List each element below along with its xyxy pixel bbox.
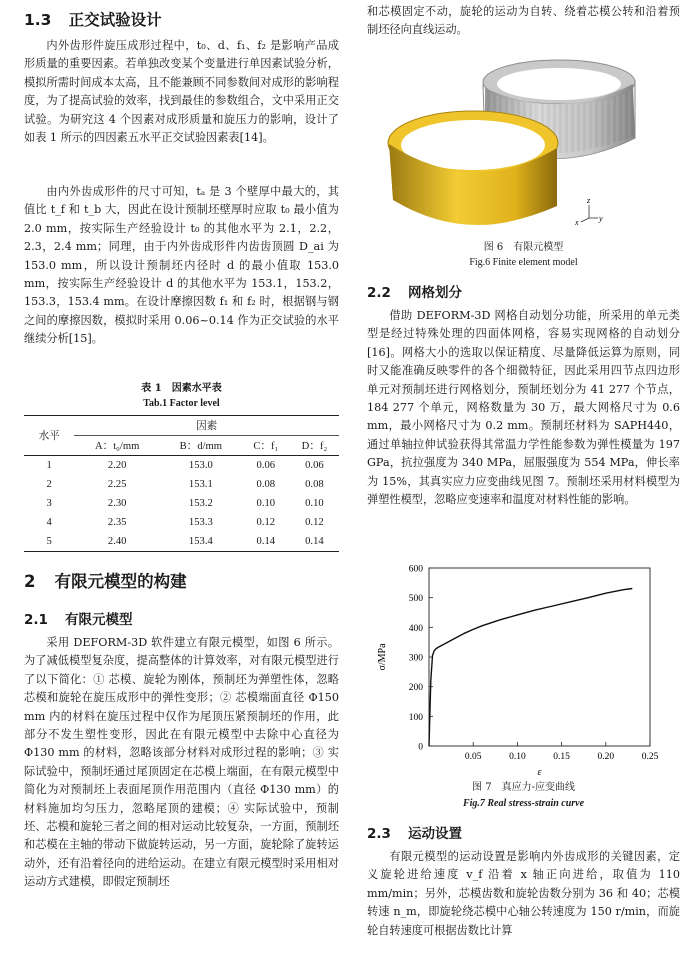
header-col-b: B：d/mm <box>179 441 223 452</box>
y-tick-label: 0 <box>418 742 423 753</box>
y-tick-label: 600 <box>408 564 423 575</box>
table-1 <box>24 381 339 552</box>
axis-z-label: z <box>587 196 591 205</box>
section-2-1-heading: 2.1 有限元模型 <box>24 612 133 628</box>
figure-7-caption-cn: 图 7 真应力-应变曲线 <box>472 782 575 793</box>
table-row: 4 2.35 153.3 0.12 0.12 <box>46 517 324 528</box>
plot-frame <box>429 568 650 746</box>
x-tick-label: 0.15 <box>553 752 570 762</box>
table-row: 3 2.30 153.2 0.10 0.10 <box>46 498 324 509</box>
x-tick-label: 0.20 <box>597 752 615 762</box>
header-col-a: A：t₀/mm <box>95 441 140 452</box>
paragraph-orthogonal-design: 内外齿形件旋压成形过程中，t₀、d、f₁、f₂ 是影响产品成形质量的重要因素。若单独改变某个变量进行单因素试验分析，模拟所需时间成本太高，且不能兼顾不同参数间对成形的影响程度，为了提高试验的效率，找到最佳的参数组合，文中采用正交试验。为研究这 4 个因素对成形质量和旋压力的影响，设计了如表 1 所示的四因素五水平正交试验因素表[14]。 <box>24 39 339 145</box>
table-row: 1 2.20 153.0 0.06 0.06 <box>46 460 324 471</box>
paragraph-fe-model: 采用 DEFORM-3D 软件建立有限元模型，如图 6 所示。为了减低模型复杂度，提高整体的计算效率，对有限元模型进行了以下简化：① 芯模、旋轮为刚体，预制坯为弹塑性体，忽略芯模和旋轮在旋压成形中的弹性变形；② 芯模端面直径 Φ150 mm 内的材料在旋压过程中仅作为尾顶压紧预制坯的作用，此部分不发生塑性变形，因此在有限元模型中去除中心直径为 Φ130 mm 的材料，忽略该部分材料对成形过程的影响；③ 实际试验中，预制坯通过尾顶固定在芯模上端面，在有限元模型中简化为对预制坯上表面尾顶作用范围内（直径 Φ130 mm）的材料施加均匀压力，忽略尾顶的建模；④ 实际试验中，预制坯、芯模和旋轮三者之间的相对运动比较复杂，一方面，预制坯和芯模在主轴的带动下做旋转运动，另一方面，旋轮除了旋转运动外，还有沿着径向的进给运动。在建立有限元模型时采用相对运动方式建模，即假定预制坯 <box>24 636 339 889</box>
figure-6 <box>367 48 680 272</box>
fe-model-illustration <box>367 48 680 243</box>
preform-ring <box>388 111 558 225</box>
x-tick-label: 0.25 <box>641 752 659 762</box>
figure-7-caption-en: Fig.7 Real stress-strain curve <box>462 798 585 809</box>
paragraph-meshing: 借助 DEFORM-3D 网格自动划分功能，所采用的单元类型是经过特殊处理的四面体网格，容易实现网格的自动划分[16]。网格大小的选取以保证精度、尽量降低运算为原则，同时又能准确反映零件的各个细微特征，因此采用四节点四边形单元对预制坯进行网格划分，预制坯划分为 41 277 个节点，184 277 个单元，网格数量为 30 万，最大网格尺寸为 0.6 mm，最小网格尺寸为 0.2 mm。预制坯材料为 SAPH440，通过单轴拉伸试验获得其常温力学性能参数为弹性模量为 197 GPa，抗拉强度为 340 MPa，屈服强度为 554 MPa，伸长率为 15%，其真实应力应变曲线见图 7。预制坯采用材料模型为弹塑性模型，忽略应变速率和温度对材料性能的影响。 <box>367 309 680 507</box>
y-tick-label: 500 <box>408 594 423 605</box>
paragraph-motion-setup: 有限元模型的运动设置是影响内外齿成形的关键因素，定义旋轮进给速度 v_f 沿着 x 轴正向进给，取值为 110 mm/min；另外，芯模齿数和旋轮齿数分别为 36 和 40；芯模转速 n_m，即旋轮绕芯模中心轴公转速度为 150 r/min，而旋轮自转速度可根据齿数比计算 <box>367 850 680 937</box>
figure-6-caption-en: Fig.6 Finite element model <box>469 257 578 268</box>
section-2-heading: 2 有限元模型的构建 <box>24 572 187 591</box>
axes-triad <box>574 196 603 227</box>
header-factor: 因素 <box>74 416 339 436</box>
figure-7 <box>367 558 680 816</box>
section-1-3-heading: 1.3 正交试验设计 <box>24 11 162 29</box>
axis-x-label: x <box>575 218 579 227</box>
x-tick-label: 0.05 <box>464 752 482 762</box>
figure-6-caption-cn: 图 6 有限元模型 <box>483 242 564 253</box>
plot-area <box>377 565 659 779</box>
header-level: 水平 <box>24 416 74 456</box>
header-col-d: D：f₂ <box>301 441 328 452</box>
x-tick-label: 0.10 <box>509 752 526 762</box>
paragraph-preform-dimensions: 由内外齿成形件的尺寸可知，tₐ 是 3 个壁厚中最大的，其值比 t_f 和 t_b 大，因此在设计预制坯壁厚时应取 t₀ 最小值为 2.0 mm，按实际生产经验设计 t₀ 的其他水平为 2.1，2.2，2.3，2.4 mm；同理，由于内外齿成形件内齿齿顶圆 D_ai 为 153.0 mm，所以设计预制坯内径时 d 的最小值取 153.0 mm，按实际生产经验设计 d 的其他水平为 153.1，153.2，153.3，153.4 mm。在设计摩擦因数 f₁ 和 f₂ 时，根据钢与钢之间的摩擦因数，模拟时采用 0.06~0.14 作为正交试验的水平继续分析[15]。 <box>24 185 339 346</box>
stress-strain-chart <box>367 558 680 780</box>
table-caption-cn: 表 1 因素水平表 <box>141 383 222 394</box>
table-row: 2 2.25 153.1 0.08 0.08 <box>46 479 324 490</box>
paragraph-continued: 和芯模固定不动，旋轮的运动为自转、绕着芯模公转和沿着预制坯径向直线运动。 <box>367 5 680 37</box>
series-line <box>429 589 632 747</box>
y-tick-label: 400 <box>408 623 423 634</box>
y-tick-label: 100 <box>408 712 423 723</box>
y-tick-label: 300 <box>408 653 423 664</box>
table-row: 5 2.40 153.4 0.14 0.14 <box>46 536 324 547</box>
axis-y-label: y <box>599 214 603 223</box>
section-2-2-heading: 2.2 网格划分 <box>367 285 463 301</box>
header-col-c: C：f₁ <box>253 441 279 452</box>
y-tick-label: 200 <box>408 683 423 694</box>
x-axis-label: ε <box>537 767 542 778</box>
table-caption-en: Tab.1 Factor level <box>143 398 220 409</box>
section-2-3-heading: 2.3 运动设置 <box>367 826 463 842</box>
factor-level-table <box>24 415 339 552</box>
y-axis-label: σ/MPa <box>377 643 388 671</box>
